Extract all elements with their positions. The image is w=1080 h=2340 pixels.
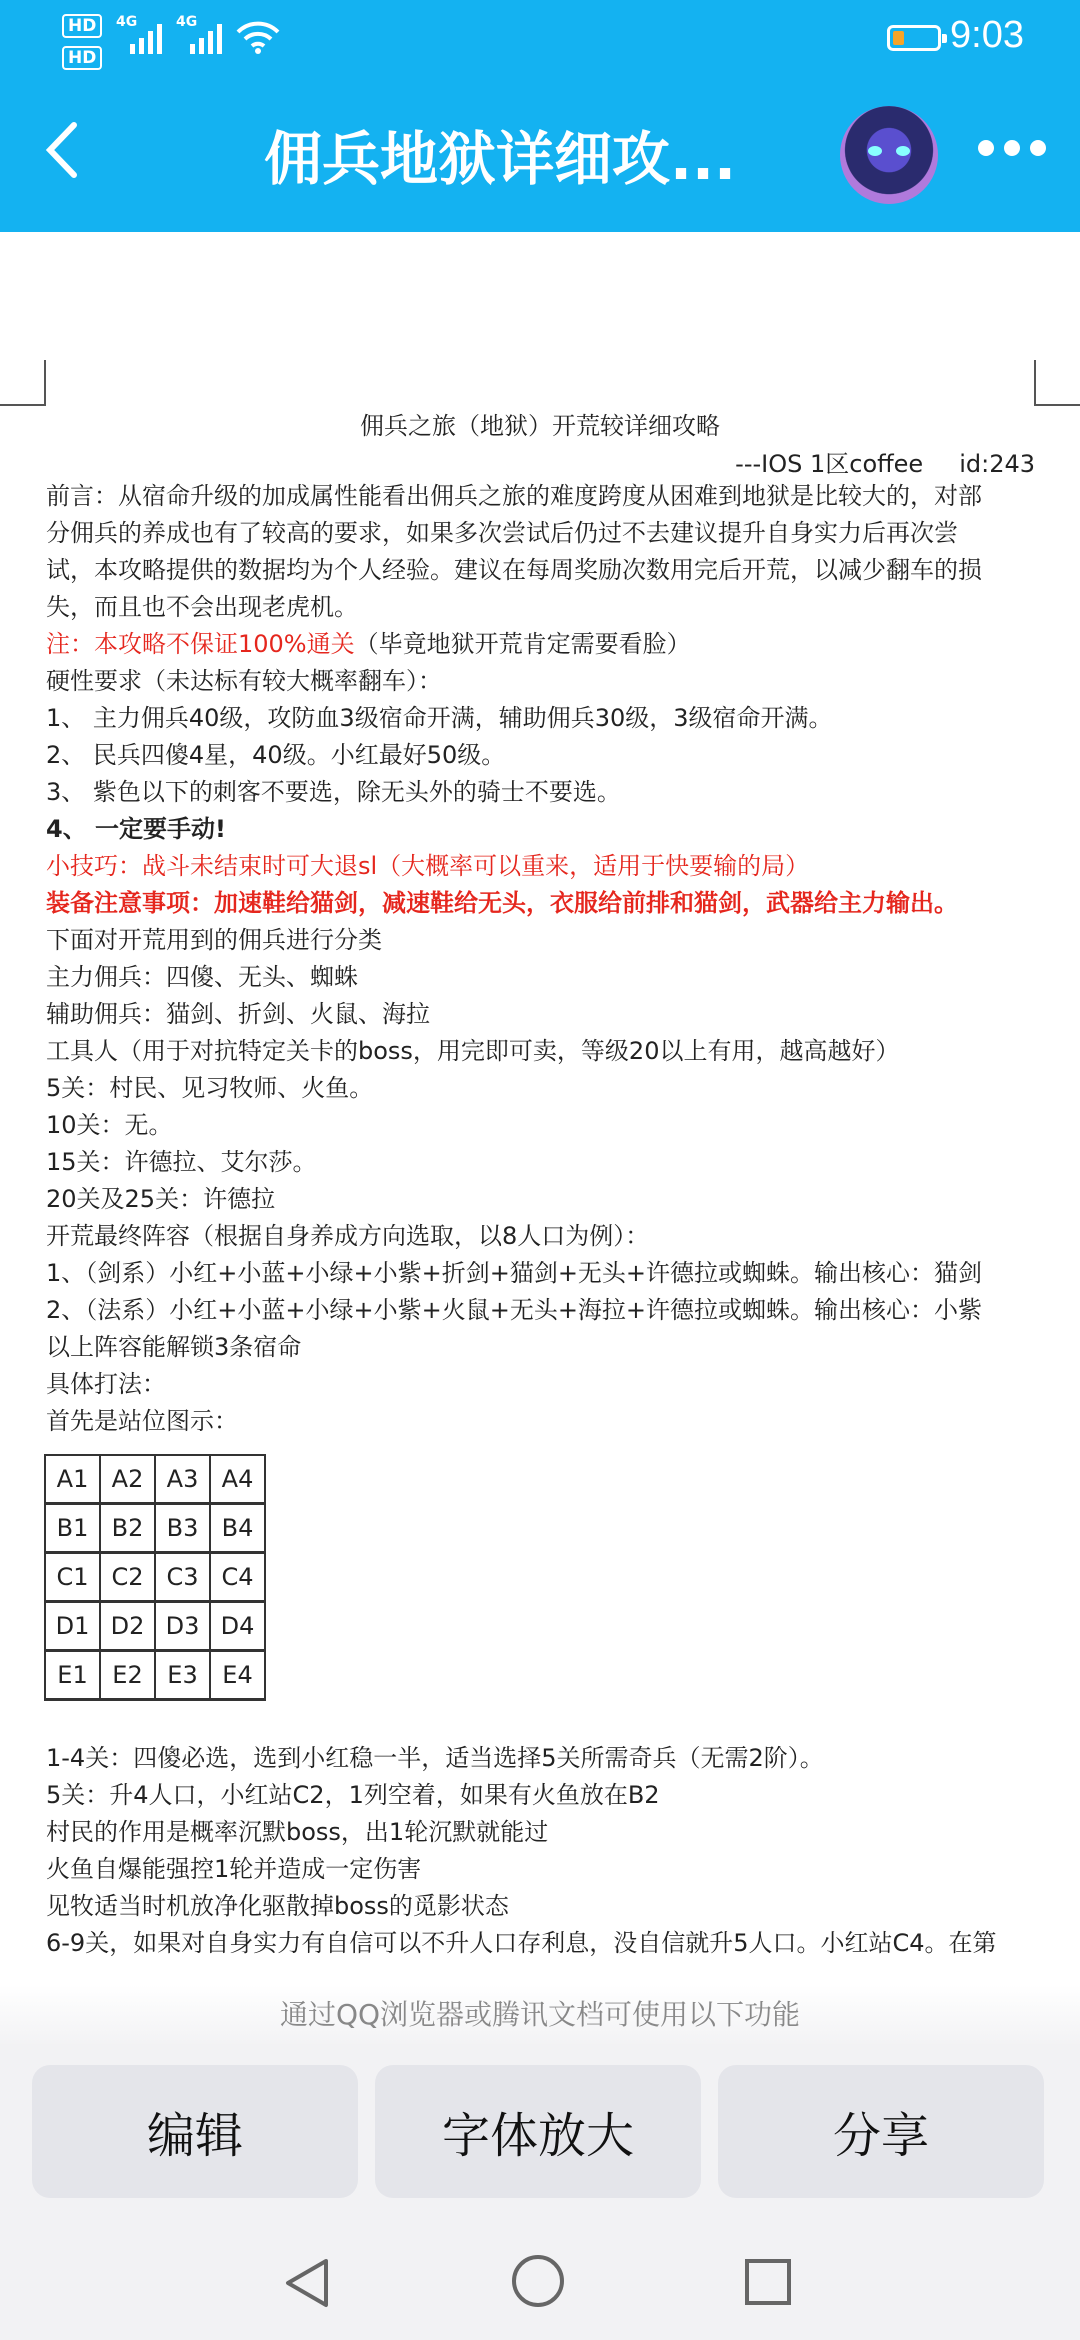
document-line: 15关：许德拉、艾尔莎。 [46, 1148, 317, 1176]
document-body [46, 478, 1046, 1440]
document-line: 工具人（用于对抗特定关卡的boss，用完即可卖，等级20以上有用，越高越好） [46, 1037, 900, 1065]
page-title: 佣兵地狱详细攻... [263, 125, 737, 193]
document-line: 下面对开荒用到的佣兵进行分类 [46, 926, 382, 954]
document-line: 具体打法： [46, 1370, 166, 1398]
document-line: 村民的作用是概率沉默boss，出1轮沉默就能过 [46, 1818, 549, 1846]
triangle-back-icon[interactable] [280, 2255, 336, 2311]
wifi-icon [236, 20, 280, 54]
document-line: 硬性要求（未达标有较大概率翻车）： [46, 667, 442, 695]
grid-cell: B3 [155, 1504, 210, 1553]
top-bar [0, 0, 1080, 232]
grid-cell: B2 [100, 1504, 155, 1553]
grid-cell: C3 [155, 1553, 210, 1602]
grid-cell: E4 [210, 1651, 265, 1700]
grid-cell: A3 [155, 1455, 210, 1504]
grid-row [45, 1504, 265, 1553]
grid-cell: A1 [45, 1455, 100, 1504]
document-line: 3、 紫色以下的刺客不要选，除无头外的骑士不要选。 [46, 778, 621, 806]
signal-icon-2: 4G [190, 18, 222, 54]
page-corner-mark-left [0, 360, 46, 406]
document-line: 5关：升4人口，小红站C2，1列空着，如果有火鱼放在B2 [46, 1781, 660, 1809]
grid-cell: B4 [210, 1504, 265, 1553]
grid-cell: C2 [100, 1553, 155, 1602]
document-body-continued [46, 1740, 1046, 1962]
signal-icon-1: 4G [130, 18, 162, 54]
document-line: 注：本攻略不保证100%通关（毕竟地狱开荒肯定需要看脸） [46, 630, 691, 658]
grid-cell: D2 [100, 1602, 155, 1651]
share-button[interactable]: 分享 [718, 2065, 1044, 2198]
grid-cell: D1 [45, 1602, 100, 1651]
grid-cell: A2 [100, 1455, 155, 1504]
action-overlay [0, 1985, 1080, 2225]
document-line: 1、 主力佣兵40级，攻防血3级宿命开满，辅助佣兵30级，3级宿命开满。 [46, 704, 833, 732]
document-line: 火鱼自爆能强控1轮并造成一定伤害 [46, 1855, 422, 1883]
grid-cell: E1 [45, 1651, 100, 1700]
document-line: 失，而且也不会出现老虎机。 [46, 593, 358, 621]
grid-row [45, 1455, 265, 1504]
grid-cell: C1 [45, 1553, 100, 1602]
document-line: 开荒最终阵容（根据自身养成方向选取，以8人口为例）： [46, 1222, 650, 1250]
grid-cell: E2 [100, 1651, 155, 1700]
grid-row [45, 1553, 265, 1602]
document-line: 试，本攻略提供的数据均为个人经验。建议在每周奖励次数用完后开荒，以减少翻车的损 [46, 556, 982, 584]
hd-badge-1: HD [62, 14, 102, 38]
grid-row [45, 1602, 265, 1651]
document-title: 佣兵之旅（地狱）开荒较详细攻略 [360, 412, 720, 440]
grid-cell: E3 [155, 1651, 210, 1700]
document-line: 以上阵容能解锁3条宿命 [46, 1333, 302, 1361]
battery-icon [887, 25, 941, 51]
avatar[interactable] [840, 106, 938, 204]
edit-button[interactable]: 编辑 [32, 2065, 358, 2198]
square-recent-icon[interactable] [745, 2259, 791, 2305]
document-view[interactable] [0, 232, 1080, 1982]
document-line: 分佣兵的养成也有了较高的要求，如果多次尝试后仍过不去建议提升自身实力后再次尝 [46, 519, 958, 547]
hd-badge-2: HD [62, 46, 102, 70]
enlarge-font-button[interactable]: 字体放大 [375, 2065, 701, 2198]
document-line: 辅助佣兵：猫剑、折剑、火鼠、海拉 [46, 1000, 430, 1028]
document-line: 2、（法系）小红+小蓝+小绿+小紫+火鼠+无头+海拉+许德拉或蜘蛛。输出核心：小紫 [46, 1296, 983, 1324]
grid-cell: D3 [155, 1602, 210, 1651]
document-line: 20关及25关：许德拉 [46, 1185, 276, 1213]
position-grid [44, 1454, 266, 1701]
document-line: 主力佣兵：四傻、无头、蜘蛛 [46, 963, 358, 991]
system-nav-bar [0, 2225, 1080, 2340]
document-line: 5关：村民、见习牧师、火鱼。 [46, 1074, 374, 1102]
document-line: 4、 一定要手动! [46, 815, 226, 843]
grid-cell: B1 [45, 1504, 100, 1553]
document-line: 6-9关，如果对自身实力有自信可以不升人口存利息，没自信就升5人口。小红站C4。在第 [46, 1929, 997, 1957]
document-line: 首先是站位图示： [46, 1407, 238, 1435]
status-bar [0, 0, 1080, 80]
clock: 9:03 [950, 14, 1024, 56]
document-author: ---IOS 1区coffee id:243 [735, 450, 1035, 478]
document-line: 1-4关：四傻必选，选到小红稳一半，适当选择5关所需奇兵（无需2阶）。 [46, 1744, 824, 1772]
document-line: 见牧适当时机放净化驱散掉boss的觅影状态 [46, 1892, 509, 1920]
grid-cell: A4 [210, 1455, 265, 1504]
document-line: 2、 民兵四傻4星，40级。小红最好50级。 [46, 741, 506, 769]
document-line: 1、（剑系）小红+小蓝+小绿+小紫+折剑+猫剑+无头+许德拉或蜘蛛。输出核心：猫剑 [46, 1259, 983, 1287]
circle-home-icon[interactable] [512, 2255, 564, 2307]
page-corner-mark-right [1034, 360, 1080, 406]
more-dots-icon[interactable] [978, 140, 1046, 156]
grid-row [45, 1651, 265, 1700]
document-line: 小技巧：战斗未结束时可大退sl（大概率可以重来，适用于快要输的局） [46, 852, 810, 880]
document-line: 前言：从宿命升级的加成属性能看出佣兵之旅的难度跨度从困难到地狱是比较大的，对部 [46, 482, 982, 510]
grid-cell: D4 [210, 1602, 265, 1651]
feature-hint: 通过QQ浏览器或腾讯文档可使用以下功能 [279, 1998, 801, 2031]
document-line: 10关：无。 [46, 1111, 173, 1139]
chevron-left-icon[interactable] [40, 115, 100, 185]
document-line: 装备注意事项：加速鞋给猫剑，减速鞋给无头，衣服给前排和猫剑，武器给主力输出。 [46, 889, 958, 917]
grid-cell: C4 [210, 1553, 265, 1602]
